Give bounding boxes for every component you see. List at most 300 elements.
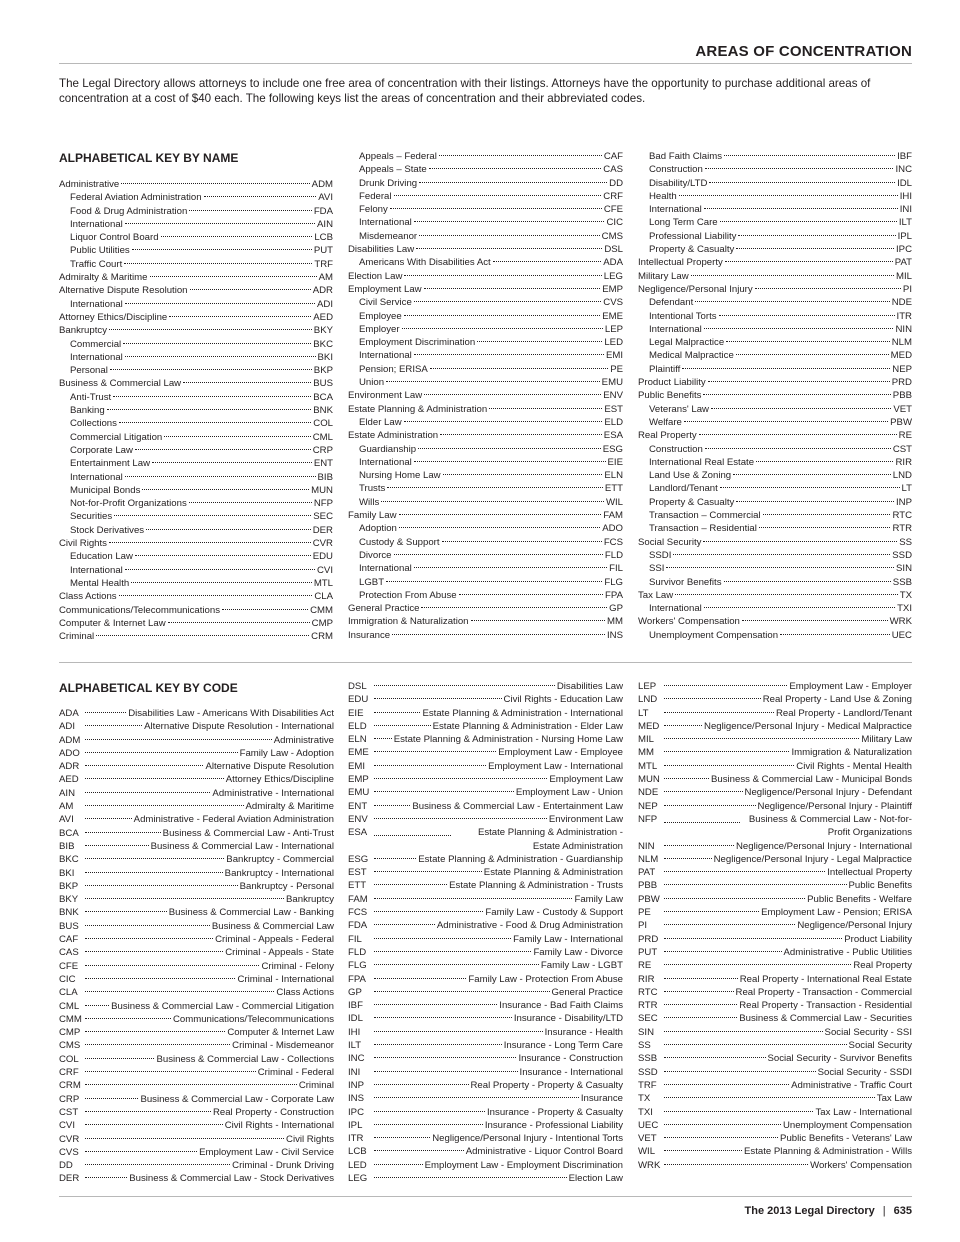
area-code: CRF — [59, 1067, 79, 1079]
dot-leader — [374, 1057, 516, 1058]
area-name: Negligence/Personal Injury — [797, 920, 912, 932]
index-entry — [348, 403, 623, 416]
code-entry — [348, 1172, 623, 1185]
area-code: TX — [638, 1093, 651, 1105]
code-entry — [59, 867, 334, 880]
area-name: Criminal - Misdemeanor — [232, 1040, 334, 1052]
code-entry — [638, 853, 912, 866]
code-entry — [348, 946, 623, 959]
area-name: International — [649, 323, 702, 335]
code-entry — [348, 919, 623, 932]
area-name: Insurance - Property & Casualty — [487, 1106, 623, 1118]
code-entry — [348, 1039, 623, 1052]
area-name: Real Property - Transaction - Residential — [739, 1000, 912, 1012]
area-code: EME — [602, 310, 623, 322]
area-name: Immigration & Naturalization — [791, 747, 912, 759]
area-code: LED — [348, 1159, 367, 1171]
area-name: Insurance — [580, 1093, 623, 1105]
dot-leader — [85, 1111, 211, 1112]
code-entry — [638, 1092, 912, 1105]
area-code: EDU — [312, 551, 333, 563]
area-code: NLM — [891, 337, 912, 349]
index-subentry — [59, 191, 333, 204]
area-name: Criminal - Appeals - State — [225, 947, 334, 959]
area-code: EMU — [348, 787, 370, 799]
index-subentry — [638, 363, 912, 376]
intro-paragraph: The Legal Directory allows attorneys to include one free area of concentration with their listings. Attorneys have the opportunity to purchase additional areas of concentration at a cost of $40 each. The following keys list the areas of concentration and their abbreviated codes. — [59, 77, 871, 105]
area-code: IPC — [896, 244, 912, 256]
code-entry — [348, 707, 623, 720]
area-name: SSI — [649, 563, 665, 575]
area-name: Employment Law - Employment Discrimination — [424, 1159, 623, 1171]
area-code: FPA — [348, 973, 366, 985]
dot-leader — [386, 581, 602, 582]
dot-leader — [664, 1137, 778, 1138]
dot-leader — [679, 195, 898, 196]
area-code: WIL — [605, 496, 623, 508]
area-name: Computer & Internet Law — [227, 1027, 334, 1039]
index-subentry — [638, 163, 912, 176]
area-name: Insurance - Bad Faith Claims — [499, 1000, 623, 1012]
area-code: IHI — [348, 1026, 361, 1038]
dot-leader — [664, 822, 740, 823]
area-name: Employment Discrimination — [359, 337, 476, 349]
index-subentry — [59, 417, 333, 430]
area-name: International — [359, 456, 412, 468]
index-subentry — [638, 150, 912, 163]
index-subentry — [348, 150, 623, 163]
dot-leader — [85, 978, 235, 979]
code-entry — [638, 919, 912, 932]
area-name: Civil Rights - Education Law — [503, 694, 623, 706]
dot-leader — [414, 354, 604, 355]
area-code: IHI — [899, 190, 912, 202]
area-code: VET — [893, 403, 912, 415]
area-code: GP — [348, 986, 362, 998]
area-name: Bankruptcy - International — [224, 867, 334, 879]
area-name: Tax Law — [876, 1093, 912, 1105]
code-entry — [59, 813, 334, 826]
area-name: Business & Commercial Law - International — [150, 840, 334, 852]
area-code: DER — [59, 1173, 80, 1185]
index-subentry — [348, 323, 623, 336]
dot-leader — [85, 1138, 284, 1139]
area-code: FAM — [603, 510, 623, 522]
area-code: IPL — [897, 230, 912, 242]
code-entry — [59, 1119, 334, 1132]
index-subentry — [348, 190, 623, 203]
area-code: FIL — [609, 563, 623, 575]
area-code: NEP — [892, 363, 912, 375]
area-name: Criminal - Drunk Driving — [232, 1160, 334, 1172]
dot-leader — [374, 818, 547, 819]
index-subentry — [638, 576, 912, 589]
dot-leader — [125, 476, 316, 477]
area-name: Health — [649, 190, 677, 202]
index-subentry — [59, 484, 333, 497]
dot-leader — [664, 1150, 742, 1151]
code-entry — [638, 720, 912, 733]
dot-leader — [132, 249, 312, 250]
dot-leader — [414, 461, 606, 462]
area-code: IBF — [897, 151, 912, 162]
code-entry — [348, 813, 623, 826]
area-code: DER — [312, 524, 333, 536]
dot-leader — [424, 394, 601, 395]
dot-leader — [125, 356, 316, 357]
area-code: FCS — [348, 907, 368, 919]
area-name: Civil Rights - International — [224, 1120, 334, 1132]
area-code: RIR — [638, 973, 655, 985]
area-code: RTR — [892, 523, 912, 535]
area-name: Municipal Bonds — [70, 484, 141, 496]
area-name: Appeals – State — [359, 164, 427, 176]
dot-leader — [374, 738, 392, 739]
code-entry — [59, 893, 334, 906]
dot-leader — [85, 872, 223, 873]
area-name: Environment Law — [348, 390, 423, 402]
area-code: RTC — [638, 986, 658, 998]
area-name: Entertainment Law — [70, 458, 150, 470]
dot-leader — [374, 978, 466, 979]
code-entry — [59, 960, 334, 973]
area-name: Disabilities Law - Americans With Disabilities Act — [128, 708, 334, 719]
area-code: BUS — [59, 920, 79, 932]
area-name: Workers' Compensation — [810, 1159, 912, 1171]
code-entry — [59, 760, 334, 773]
dot-leader — [664, 871, 825, 872]
area-name: Criminal - Federal — [257, 1067, 334, 1079]
index-subentry — [348, 376, 623, 389]
dot-leader — [374, 858, 416, 859]
dot-leader — [705, 168, 894, 169]
dot-leader — [725, 261, 893, 262]
dot-leader — [664, 1164, 808, 1165]
code-entry — [348, 973, 623, 986]
area-name: Intellectual Property — [638, 257, 723, 269]
dot-leader — [664, 1057, 766, 1058]
area-code: ELD — [604, 416, 623, 428]
dot-leader — [443, 474, 603, 475]
area-name: Food & Drug Administration — [70, 205, 188, 217]
area-name: Social Security - Survivor Benefits — [767, 1053, 912, 1065]
dot-leader — [374, 1137, 430, 1138]
area-name: Transaction – Commercial — [649, 510, 761, 522]
area-code: FLD — [348, 946, 367, 958]
code-entry — [638, 693, 912, 706]
area-code: BCA — [59, 827, 79, 839]
index-entry — [638, 536, 912, 549]
dot-leader — [374, 884, 447, 885]
area-code: COL — [313, 418, 333, 430]
code-entry — [59, 946, 334, 959]
area-code: LEP — [638, 681, 657, 692]
area-code: BKI — [317, 351, 333, 363]
index-subentry — [59, 431, 333, 444]
area-code: EMI — [348, 760, 366, 772]
area-name: Employee — [359, 310, 402, 322]
index-subentry — [348, 496, 623, 509]
area-name: Personal — [70, 365, 108, 377]
dot-leader — [374, 1071, 518, 1072]
area-code: ESA — [348, 827, 368, 839]
area-code: PRD — [891, 377, 912, 389]
area-name: Civil Rights - Mental Health — [796, 760, 912, 772]
dot-leader — [726, 341, 890, 342]
area-code: AM — [318, 272, 333, 284]
dot-leader — [85, 752, 238, 753]
area-name: Legal Malpractice — [649, 337, 725, 349]
area-code: ELN — [348, 734, 367, 746]
area-code: EMU — [601, 377, 623, 389]
area-name: International — [70, 564, 123, 576]
code-entry — [348, 853, 623, 866]
area-code: CML — [59, 1000, 80, 1012]
index-subentry — [348, 163, 623, 176]
code-entry — [638, 1106, 912, 1119]
area-code: INP — [348, 1079, 364, 1091]
area-code: MM — [607, 616, 623, 628]
code-entry — [59, 707, 334, 720]
area-code: BNK — [313, 405, 333, 417]
area-code: EMP — [602, 283, 623, 295]
area-code: AIN — [59, 787, 75, 799]
area-code: DSL — [604, 244, 623, 256]
area-name: Employment Law - Union — [515, 787, 623, 799]
area-name: Business & Commercial Law - Collections — [156, 1053, 334, 1065]
dot-leader — [738, 235, 895, 236]
area-code: ETT — [604, 483, 623, 495]
footer-divider — [59, 1196, 912, 1197]
area-code: CMM — [310, 604, 333, 616]
area-name: Product Liability — [844, 933, 912, 945]
index-entry — [59, 324, 333, 337]
dot-leader — [421, 607, 607, 608]
dot-leader — [695, 301, 889, 302]
area-name: Nursing Home Law — [359, 470, 441, 482]
area-code: EME — [348, 747, 369, 759]
index-subentry — [638, 562, 912, 575]
dot-leader — [703, 541, 897, 542]
area-name: Public Benefits - Welfare — [807, 893, 912, 905]
index-subentry — [638, 416, 912, 429]
area-code: LCB — [348, 1146, 367, 1158]
index-subentry — [59, 364, 333, 377]
index-entry — [348, 243, 623, 256]
area-code: SS — [899, 536, 912, 548]
index-entry — [59, 590, 333, 603]
area-name: Business & Commercial Law - Stock Derivatives — [129, 1173, 334, 1185]
area-code: FDA — [348, 920, 368, 932]
area-code: CST — [59, 1106, 79, 1118]
area-code: MTL — [313, 577, 333, 589]
area-name: Adoption — [359, 523, 397, 535]
index-entry — [59, 537, 333, 550]
area-code: IDL — [897, 177, 912, 189]
area-code: NDE — [638, 787, 659, 799]
area-code: RTR — [638, 1000, 658, 1012]
index-subentry — [59, 404, 333, 417]
footer-separator: | — [882, 1205, 886, 1217]
area-code: WRK — [638, 1159, 661, 1171]
code-entry — [638, 1039, 912, 1052]
code-entry — [59, 1106, 334, 1119]
code-entry — [638, 866, 912, 879]
area-name: Business & Commercial Law - Commercial Litigation — [111, 1000, 334, 1012]
area-name: Administrative - International — [212, 787, 334, 799]
dot-leader — [664, 978, 738, 979]
area-name: Admiralty & Maritime — [245, 801, 334, 813]
area-name: Family Law - LGBT — [540, 960, 623, 972]
dot-leader — [222, 609, 308, 610]
dot-leader — [374, 835, 451, 836]
area-code: UEC — [891, 629, 912, 641]
dot-leader — [85, 712, 126, 713]
code-entry — [638, 680, 912, 693]
by-name-heading: ALPHABETICAL KEY BY NAME — [59, 151, 239, 165]
area-code: CVS — [59, 1146, 79, 1158]
page-number: 635 — [893, 1205, 912, 1217]
area-code: RE — [898, 430, 912, 442]
area-code: ADO — [59, 747, 80, 759]
area-name: Disabilities Law — [556, 681, 623, 692]
index-subentry — [348, 562, 623, 575]
area-name: Insurance - Long Term Care — [503, 1040, 623, 1052]
code-entry — [348, 773, 623, 786]
area-code: CRP — [59, 1093, 80, 1105]
code-entry — [638, 986, 912, 999]
dot-leader — [673, 554, 890, 555]
area-code: RIR — [895, 456, 912, 468]
area-name: Class Actions — [59, 591, 117, 603]
area-code: IDL — [348, 1013, 363, 1025]
area-name: Liquor Control Board — [70, 232, 159, 244]
area-name: Trusts — [359, 483, 386, 495]
area-code: ADA — [603, 257, 623, 269]
dot-leader — [85, 1031, 225, 1032]
dot-leader — [664, 1004, 737, 1005]
code-entry — [59, 920, 334, 933]
code-entry — [348, 1119, 623, 1132]
area-name: Securities — [70, 511, 113, 523]
area-name: Landlord/Tenant — [649, 483, 718, 495]
area-name: Employer — [359, 323, 400, 335]
code-entry — [59, 827, 334, 840]
dot-leader — [85, 1071, 256, 1072]
dot-leader — [664, 924, 795, 925]
index-entry — [638, 270, 912, 283]
code-entry — [348, 826, 623, 853]
area-name: Veterans' Law — [649, 403, 709, 415]
by-code-column-2 — [348, 680, 623, 1185]
dot-leader — [416, 248, 602, 249]
area-code: AIN — [317, 218, 333, 230]
area-name: Divorce — [359, 549, 392, 561]
code-entry — [348, 879, 623, 892]
area-name: Social Security - SSI — [824, 1026, 912, 1038]
area-name: Business & Commercial Law - Securities — [739, 1013, 912, 1025]
area-name: Employment Law - International — [488, 760, 623, 772]
dot-leader — [85, 1151, 197, 1152]
code-entry — [638, 707, 912, 720]
area-code: MED — [638, 720, 660, 732]
area-name: Estate Planning & Administration - Elder Law — [432, 720, 623, 732]
area-name: Property & Casualty — [649, 496, 735, 508]
area-code: NIN — [895, 323, 912, 335]
area-code: AM — [59, 801, 74, 813]
dot-leader — [374, 1017, 512, 1018]
area-code: WRK — [889, 616, 912, 628]
index-subentry — [348, 536, 623, 549]
dot-leader — [135, 449, 311, 450]
area-name: Estate Planning & Administration - Estate Administration — [477, 827, 623, 852]
index-subentry — [348, 549, 623, 562]
area-code: TRF — [638, 1079, 657, 1091]
area-name: Alternative Dispute Resolution — [205, 761, 334, 773]
code-entry — [59, 1079, 334, 1092]
area-name: Civil Service — [359, 297, 412, 309]
dot-leader — [736, 501, 894, 502]
dot-leader — [109, 329, 312, 330]
index-subentry — [59, 231, 333, 244]
dot-leader — [386, 381, 600, 382]
index-entry — [638, 283, 912, 296]
code-entry — [638, 1012, 912, 1025]
area-name: Real Property — [638, 430, 697, 442]
code-entry — [59, 853, 334, 866]
index-subentry — [348, 443, 623, 456]
index-subentry — [59, 444, 333, 457]
area-code: AED — [59, 774, 79, 786]
area-name: Administrative - Liquor Control Board — [465, 1146, 623, 1158]
area-code: ADM — [59, 734, 81, 746]
area-name: Employment Law - Civil Service — [199, 1146, 334, 1158]
area-name: Insurance - Construction — [518, 1053, 623, 1065]
dot-leader — [664, 1111, 813, 1112]
dot-leader — [85, 858, 224, 859]
dot-leader — [374, 1044, 502, 1045]
area-code: CAS — [59, 947, 79, 959]
index-subentry — [59, 564, 333, 577]
area-name: Criminal - Appeals - Federal — [215, 934, 334, 946]
area-name: Estate Administration — [348, 430, 439, 442]
dot-leader — [704, 607, 895, 608]
dot-leader — [85, 1084, 297, 1085]
code-entry — [348, 1132, 623, 1145]
code-entry — [59, 973, 334, 986]
dot-leader — [374, 1084, 469, 1085]
area-name: Criminal — [59, 631, 95, 643]
area-name: Tax Law - International — [815, 1106, 912, 1118]
area-name: International — [70, 218, 123, 230]
dot-leader — [85, 778, 224, 779]
area-name: International Real Estate — [649, 456, 755, 468]
dot-leader — [742, 620, 888, 621]
index-entry — [59, 178, 333, 191]
area-code: NFP — [638, 813, 658, 825]
index-subentry — [638, 177, 912, 190]
area-name: Real Property - Landlord/Tenant — [776, 707, 912, 719]
area-name: Alternative Dispute Resolution — [59, 285, 188, 297]
dot-leader — [96, 635, 309, 636]
dot-leader — [664, 964, 851, 965]
area-code: CMM — [59, 1013, 82, 1025]
dot-leader — [119, 595, 313, 596]
area-code: PBW — [638, 893, 660, 905]
area-name: Pension; ERISA — [359, 363, 428, 375]
code-entry — [638, 1052, 912, 1065]
area-name: Election Law — [348, 270, 403, 282]
